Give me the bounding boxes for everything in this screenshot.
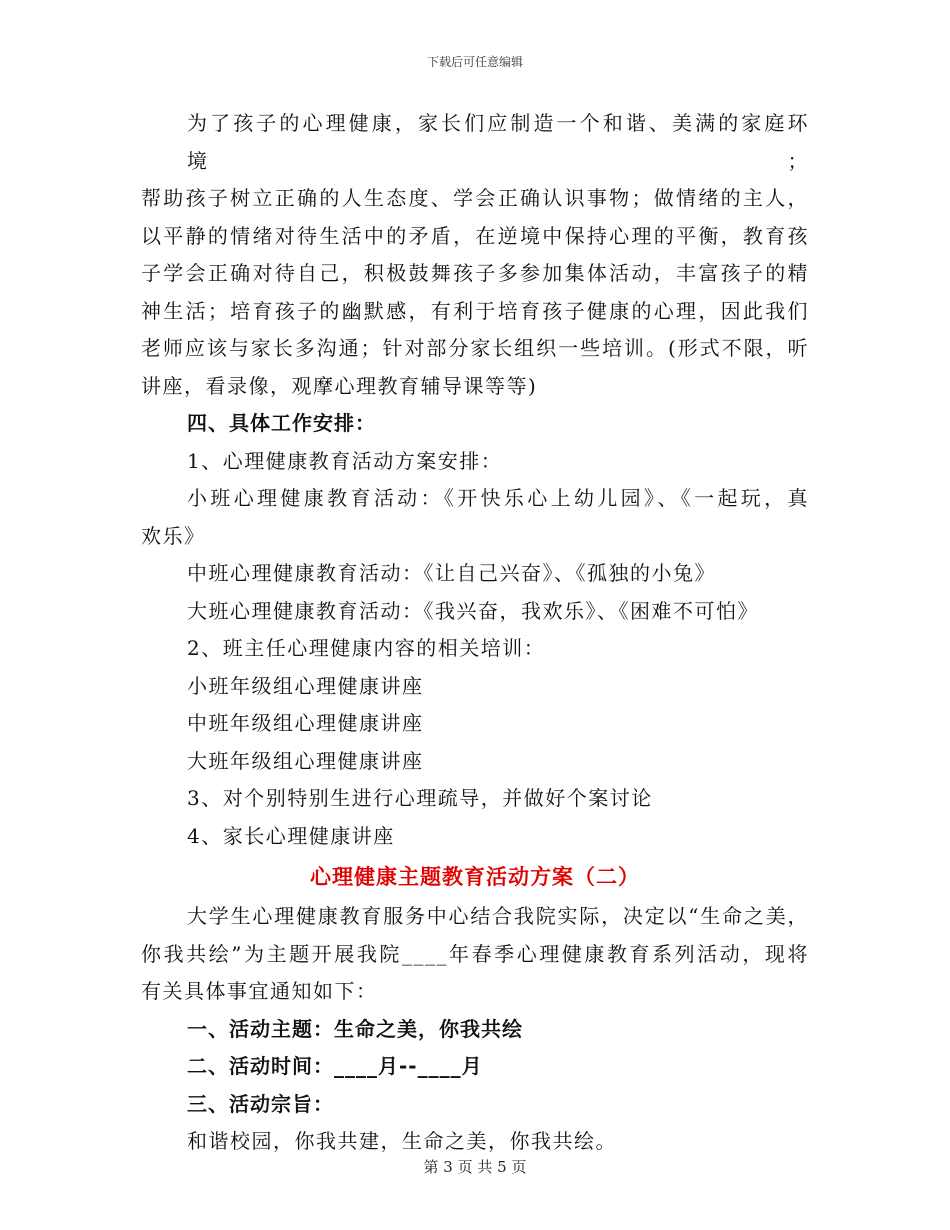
- page-header: 下载后可任意编辑: [426, 55, 523, 69]
- list-item: 2、班主任心理健康内容的相关培训：: [187, 636, 546, 660]
- section-heading: 二、活动时间：____月--____月: [187, 1054, 483, 1078]
- paragraph-line: 子学会正确对待自己，积极鼓舞孩子多参加集体活动，丰富孩子的精: [141, 261, 809, 285]
- activity-line: 欢乐》: [141, 523, 206, 548]
- paragraph-line: 大学生心理健康教育服务中心结合我院实际，决定以“生命之美，: [187, 904, 809, 928]
- lecture-line: 小班年级组心理健康讲座: [187, 673, 424, 698]
- lecture-line: 大班年级组心理健康讲座: [187, 748, 424, 773]
- activity-line: 大班心理健康教育活动：《我兴奋，我欢乐》、《困难不可怕》: [187, 598, 759, 623]
- paragraph-line: 有关具体事宜通知如下：: [141, 979, 378, 1003]
- paragraph-line: 帮助孩子树立正确的人生态度、学会正确认识事物；做情绪的主人，: [141, 186, 809, 210]
- activity-line: 小班心理健康教育活动：《开快乐心上幼儿园》、《一起玩，真: [187, 486, 809, 510]
- paragraph-line: 老师应该与家长多沟通；针对部分家长组织一些培训。(形式不限，听: [141, 336, 809, 360]
- section-title: 心理健康主题教育活动方案（二）: [310, 865, 640, 889]
- paragraph-line: 讲座，看录像，观摩心理教育辅导课等等): [141, 373, 538, 398]
- paragraph-line: 神生活；培育孩子的幽默感，有利于培育孩子健康的心理，因此我们: [141, 298, 809, 323]
- list-item: 3、对个别特别生进行心理疏导，并做好个案讨论: [187, 786, 653, 810]
- section-heading: 三、活动宗旨：: [187, 1091, 334, 1116]
- list-item: 1、心理健康教育活动方案安排：: [187, 448, 503, 473]
- list-item: 4、家长心理健康讲座: [187, 823, 395, 848]
- paragraph-line: 和谐校园，你我共建，生命之美，你我共绘。: [187, 1129, 617, 1153]
- section-heading: 一、活动主题：生命之美，你我共绘: [187, 1016, 523, 1041]
- activity-line: 中班心理健康教育活动：《让自己兴奋》、《孤独的小兔》: [187, 561, 716, 585]
- section-heading: 四、具体工作安排：: [187, 411, 376, 435]
- paragraph-line: 为了孩子的心理健康，家长们应制造一个和谐、美满的家庭环境；: [187, 111, 809, 173]
- document-body: [141, 105, 809, 1161]
- paragraph-line: 以平静的情绪对待生活中的矛盾，在逆境中保持心理的平衡，教育孩: [141, 223, 809, 248]
- paragraph-line: 你我共绘”为主题开展我院____年春季心理健康教育系列活动，现将: [141, 941, 809, 966]
- page-footer: 第 3 页 共 5 页: [423, 1158, 527, 1176]
- lecture-line: 中班年级组心理健康讲座: [187, 711, 424, 735]
